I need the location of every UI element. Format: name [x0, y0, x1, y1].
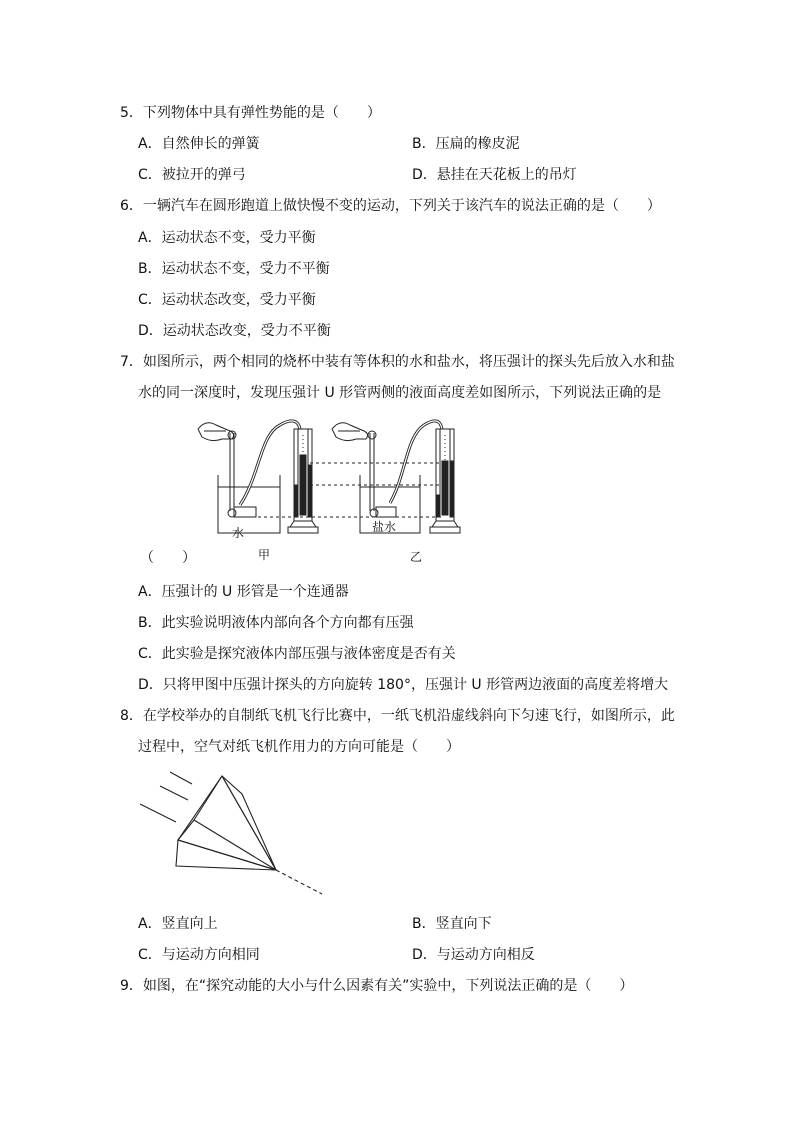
q6-option-c: C．运动状态改变，受力平衡 [138, 292, 316, 308]
q8-option-a: A．竖直向上 [138, 916, 218, 932]
q7-option-d: D．只将甲图中压强计探头的方向旋转 180°，压强计 U 形管两边液面的高度差将增大 [138, 677, 669, 693]
q5-option-d: D．悬挂在天花板上的吊灯 [412, 167, 577, 183]
hand-left-icon [198, 423, 234, 441]
q7-bracket: （ ） [140, 550, 196, 566]
q9-stem: 9．如图，在“探究动能的大小与什么因素有关”实验中，下列说法正确的是（ ） [120, 978, 634, 994]
q8-option-c: C．与运动方向相同 [138, 947, 260, 963]
hand-right-icon [332, 423, 368, 441]
q6-option-a: A．运动状态不变，受力平衡 [138, 230, 316, 246]
q8-paper-plane-figure [138, 768, 328, 898]
label-water: 水 [232, 526, 245, 540]
q5-option-b: B．压扁的橡皮泥 [412, 136, 520, 152]
label-salt-water: 盐水 [372, 520, 397, 534]
q6-stem: 6．一辆汽车在圆形跑道上做快慢不变的运动，下列关于该汽车的说法正确的是（ ） [120, 198, 661, 214]
q8-stem-line2: 过程中，空气对纸飞机作用力的方向可能是（ ） [138, 739, 460, 755]
q5-stem: 5．下列物体中具有弹性势能的是（ ） [120, 105, 381, 121]
q5-option-a: A．自然伸长的弹簧 [138, 136, 260, 152]
q7-stem-line1: 7．如图所示，两个相同的烧杯中装有等体积的水和盐水，将压强计的探头先后放入水和盐 [120, 354, 675, 370]
q5-option-c: C．被拉开的弹弓 [138, 167, 246, 183]
q8-stem-line1: 8．在学校举办的自制纸飞机飞行比赛中，一纸飞机沿虚线斜向下匀速飞行，如图所示，此 [120, 708, 675, 724]
q6-option-d: D．运动状态改变，受力不平衡 [138, 323, 331, 339]
q8-option-b: B．竖直向下 [412, 916, 492, 932]
q7-stem-line2: 水的同一深度时，发现压强计 U 形管两侧的液面高度差如图所示，下列说法正确的是 [138, 385, 662, 401]
label-yi: 乙 [410, 550, 423, 564]
q7-option-a: A．压强计的 U 形管是一个连通器 [138, 584, 349, 600]
q6-option-b: B．运动状态不变，受力不平衡 [138, 261, 330, 277]
q7-option-c: C．此实验是探究液体内部压强与液体密度是否有关 [138, 646, 456, 662]
q7-option-b: B．此实验说明液体内部向各个方向都有压强 [138, 615, 414, 631]
label-jia: 甲 [258, 548, 271, 562]
q8-option-d: D．与运动方向相反 [412, 947, 535, 963]
